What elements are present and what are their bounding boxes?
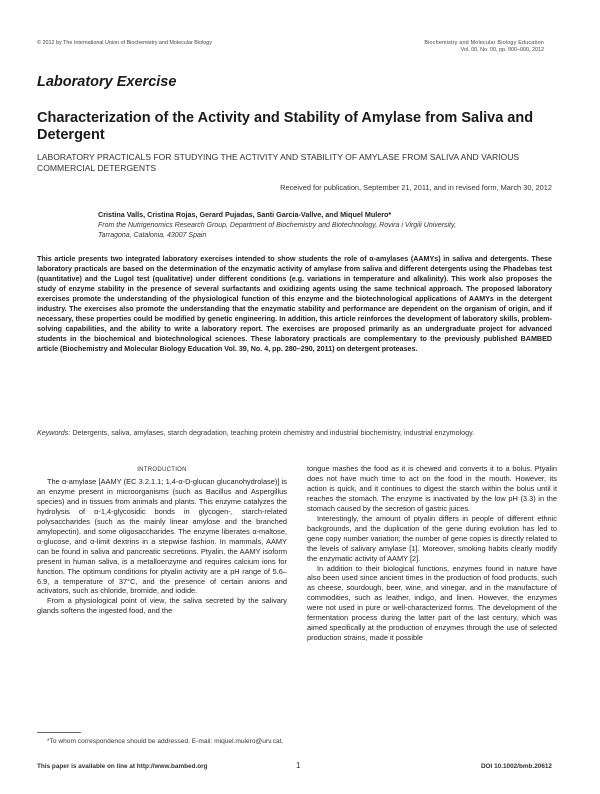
section-label: Laboratory Exercise	[37, 74, 177, 90]
footnote-text: *To whom correspondence should be addressed. E-mail: miquel.mulero@urv.cat.	[47, 738, 284, 745]
paragraph: In addition to their biological functions, enzymes found in nature have also been used since ancient times in the production of food products, such as cheese, sourdough, beer, wine, and vinegar, and in the manufacture of commodities, such as leather, indigo, and linen. However, the enzymes were not used in pure or well-characterized forms. The development of the fermentation process during the latter part of the last century, which was aimed specifically at the production of enzymes through the use of selected production strains, made it possible	[307, 563, 557, 643]
journal-name: Biochemistry and Molecular Biology Education	[424, 40, 544, 46]
left-column	[37, 477, 287, 616]
right-column	[307, 464, 557, 643]
footnote	[37, 737, 287, 746]
journal-header	[424, 40, 544, 54]
abstract: This article presents two integrated laboratory exercises intended to show students the role of α-amylases (AAMYs) in saliva and detergents. These laboratory practicals are based on the determination of the enzymatic activity of amylase from saliva and different detergents using the Phadebas test (quantitative) and the Lugol test (qualitative) under different conditions (e.g. variations in temperature and alkalinity). This work also proposes the study of enzyme stability in the presence of several surfactants and oxidizing agents using the same technical approach. The proposed laboratory exercises promote the understanding of the physiological function of this enzyme and the biotechnological applications of AAMYs in the detergent industry. The exercises also promote the understanding that the enzymatic stability and performance are dependent on the organism of origin, and if necessary, these properties could be modified by genetic engineering. In addition, this article reinforces the development of laboratory skills, problem-solving capabilities, and the ability to write a laboratory report. The exercises are proposed primarily as an undergraduate project for advanced students in the biochemical and biotechnological sciences. These laboratory practicals are complementary to the previously published BAMBED article (Biochemistry and Molecular Biology Education Vol. 39, No. 4, pp. 280–290, 2011) on detergent proteases.	[37, 255, 552, 353]
article-title: Characterization of the Activity and Stability of Amylase from Saliva and Detergent	[37, 110, 534, 143]
paragraph: Interestingly, the amount of ptyalin differs in people of different ethnic backgrounds, and the duplication of the gene during evolution has led to gene copy number variation; the number of gene copies is directly related to the levels of salivary amylase [1]. Moreover, smoking habits clearly modify the enzymatic activity of AAMY [2].	[307, 513, 557, 563]
keywords-label: Keywords:	[37, 429, 71, 437]
page-number: 1	[296, 761, 301, 770]
affiliation: From the Nutrigenomics Research Group, Department of Biochemistry and Biotechnology, Rovira i Virgili University, Tarragona, Catalonia, 43007 Spain	[98, 222, 456, 239]
introduction-heading: INTRODUCTION	[137, 467, 187, 473]
doi: DOI 10.1002/bmb.20612	[480, 763, 552, 770]
author-list: Cristina Valls, Cristina Rojas, Gerard Pujadas, Santi Garcia-Vallve, and Miquel Mulero*	[98, 210, 392, 219]
availability-note: This paper is available on line at http://www.bambed.org	[37, 763, 208, 770]
article-subtitle: LABORATORY PRACTICALS FOR STUDYING THE ACTIVITY AND STABILITY OF AMYLASE FROM SALIVA AND VARIOUS COMMERCIAL DETERGENTS	[37, 152, 520, 173]
paragraph: The α-amylase [AAMY (EC 3.2.1.1; 1,4-α-D-glucan glucanohydrolase)] is an enzyme present in microorganisms (such as Bacillus and Aspergillus species) and in tissues from animals and plants. This enzyme catalyzes the hydrolysis of α-1,4-glycosidic bonds in glycogen-, starch-related polysaccharides (such as the mainly linear amylose and the branched amylopectin), and some oligosaccharides. The enzyme liberates α-maltose, α-glucose, and α-limit dextrins in a stepwise fashion. In mammals, AAMY can be found in saliva and pancreatic secretions. Ptyalin, the AAMY isoform present in human saliva, is a metalloenzyme and requires calcium ions for function. The optimum conditions for ptyalin activity are a pH range of 5.6–6.9, a temperature of 37°C, and the presence of certain anions and activators, such as chloride, bromide, and iodide.	[37, 477, 287, 596]
received-date: Received for publication, September 21, 2011, and in revised form, March 30, 2012	[280, 183, 552, 192]
journal-copyright: © 2012 by The International Union of Biochemistry and Molecular Biology	[37, 40, 212, 46]
keywords	[37, 428, 552, 438]
paragraph: tongue mashes the food as it is chewed and converts it to a bolus. Ptyalin does not have much time to act on the food in the mouth. However, its action is quick, and it continues to digest the starch within the bolus until it reaches the stomach. The enzyme is inactivated by the low pH (3.3) in the stomach caused by the secretion of gastric juices.	[307, 464, 557, 513]
footnote-rule	[37, 732, 81, 733]
keywords-text: Detergents, saliva, amylases, starch degradation, teaching protein chemistry and industrial biochemistry, industrial enzymology.	[72, 429, 475, 437]
journal-volume: Vol. 00, No. 00, pp. 000–000, 2012	[460, 47, 544, 53]
paragraph: From a physiological point of view, the saliva secreted by the salivary glands softens the ingested food, and the	[37, 596, 287, 616]
